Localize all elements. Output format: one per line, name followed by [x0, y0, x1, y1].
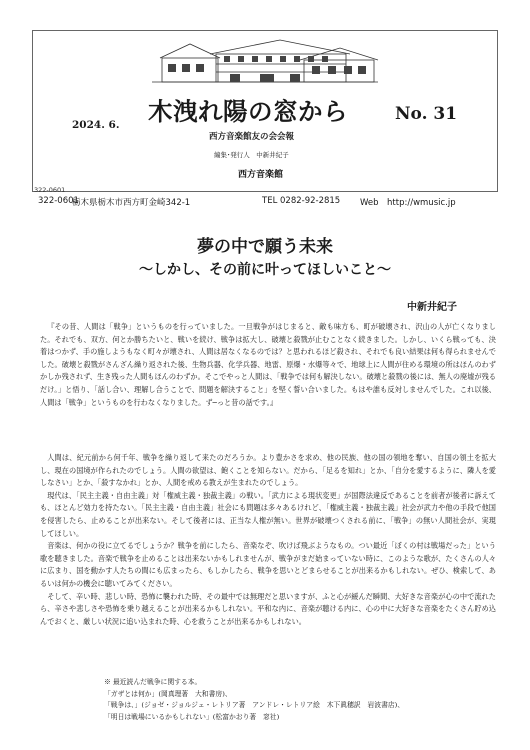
note-line: ※ 最近読んだ戦争に関する本。 [104, 678, 202, 686]
intro-paragraph [40, 321, 496, 409]
article-body [40, 452, 496, 628]
book-notes [104, 677, 404, 724]
website-link[interactable]: Web http://wmusic.jp [360, 198, 456, 208]
body-paragraph: そして、辛い時、悲しい時、恐怖に襲われた時、その最中では無理だと思いますが、ふと心が緩んだ瞬間、大好きな音楽が心の中で流れたら、辛さや悲しさや恐怖を乗り越えることが出来るかもしれない。平和な内に、音楽が聴ける内に、心の中に大好きな音楽をたくさん貯め込んでおくと、厳しい状況に追い込まれた時、心を救うことが出来るかもしれない。 [40, 591, 496, 626]
body-paragraph: 人間は、紀元前から何千年、戦争を繰り返して来たのだろうか。より豊かさを求め、他の民族、他の国の領地を奪い、自国の領土を拡大し、現在の国境が作られたのでしょう。人間の欲望は、飽くことを知らない。だから、「足るを知れ」とか、「自分を愛するように、隣人を愛しなさい」とか、「殺すなかれ」とか、人間を戒める教えが生まれたのでしょう。 [40, 453, 496, 488]
address: 栃木県栃木市西方町金崎342-1 [72, 198, 191, 208]
article-title: 夢の中で願う未来 [197, 237, 333, 257]
postal-code: 322-0601 [38, 196, 79, 206]
body-paragraph: 現代は、「民主主義・自由主義」対「権威主義・独裁主義」の戦い。「武力による現状変更」が国際法違反であることを前者が後者に訴えても、ほとんど効力を持たない。「民主主義・自由主義」社会にも問題は多々あるけれど、「権威主義・独裁主義」社会が武力や他の手段で他国を侵害したら、止めることが出来ない。そして後者には、正当な人権が無い。世界が破壊つくされる前に、「戦争」の無い人間社会が、実現してほしい。 [40, 490, 496, 538]
issue-date: 2024. 6. [72, 119, 120, 131]
note-line: 「戦争は、」(ジョゼ・ジョルジェ・レトリア著 アンドレ・レトリア絵 木下眞穂訳 岩波書店)、 [104, 701, 405, 710]
telephone: TEL 0282-92-2815 [262, 196, 341, 206]
body-paragraph: 音楽は、何かの役に立てるでしょうか？戦争を前にしたら、音楽なぞ、吹けば飛ぶようなもの。つい最近「ぼくの村は戦場だった」という歌を聴きました。音楽で戦争を止めることは出来ないかもしれませんが、戦争がまだ始まっていない時に、このような歌が、たくさんの人々に広まり、国を動かす人たちの間にも広まったら、もしかしたら、戦争を思いとどまらせることが出来るかもしれない。ぜひ、検索して、あるいは何かの機会に聴いてみてください。 [40, 541, 496, 588]
editor-line: 編集･発行人 中新井紀子 [214, 151, 289, 159]
postal-code-top: 322-0601 [34, 186, 66, 194]
venue-name: 西方音楽館 [238, 170, 284, 180]
note-line: 「明日は戦場にいるかもしれない」(松富かおり著 窓社) [104, 713, 280, 722]
intro-text: 『その昔、人間は「戦争」というものを行っていました。一旦戦争がはじまると、敵も味方も、町が破壊され、沢山の人が亡くなりました。それでも、双方、何とか勝ちたいと、戦いを続け、戦争は拡大し、破壊と殺戮が止むことなく続きました。しかし、いくら戦っても、決着はつかず、手の施しようもなく町々が壊され、人間は居なくなるのでは？と思われるほど殺され、それでも良い結果は何も得られませんでした。破壊と殺戮がさんざん繰り返された後、生物兵器、化学兵器、地雷、原爆・水爆等々で、地球上に人間が住める環境の所はほんのわずかしか残されず、生き残った人間もほんのわずか。そこでやっと人間は、「戦争では何も解決しない。破壊と殺戮の後には、無人の廃墟が残るだけ。」と悟り、「話し合い、理解し合うことで、問題を解決すること」を堅く誓い合いました。もはや誰も反対しませんでした。これ以後、人間は「戦争」というものを行わなくなりました。ず─っと昔の話です。』 [40, 322, 496, 407]
building-illustration-icon [150, 38, 380, 84]
newsletter-subtitle: 西方音楽館友の会会報 [209, 132, 295, 142]
issue-number: No. 31 [395, 104, 458, 124]
article-author: 中新井紀子 [407, 302, 457, 313]
newsletter-title: 木洩れ陽の窓から [148, 97, 348, 126]
article-subtitle: 〜しかし、その前に叶ってほしいこと〜 [139, 262, 391, 278]
note-line: 「ガザとは何か」(岡真理著 大和書房)、 [104, 689, 232, 698]
